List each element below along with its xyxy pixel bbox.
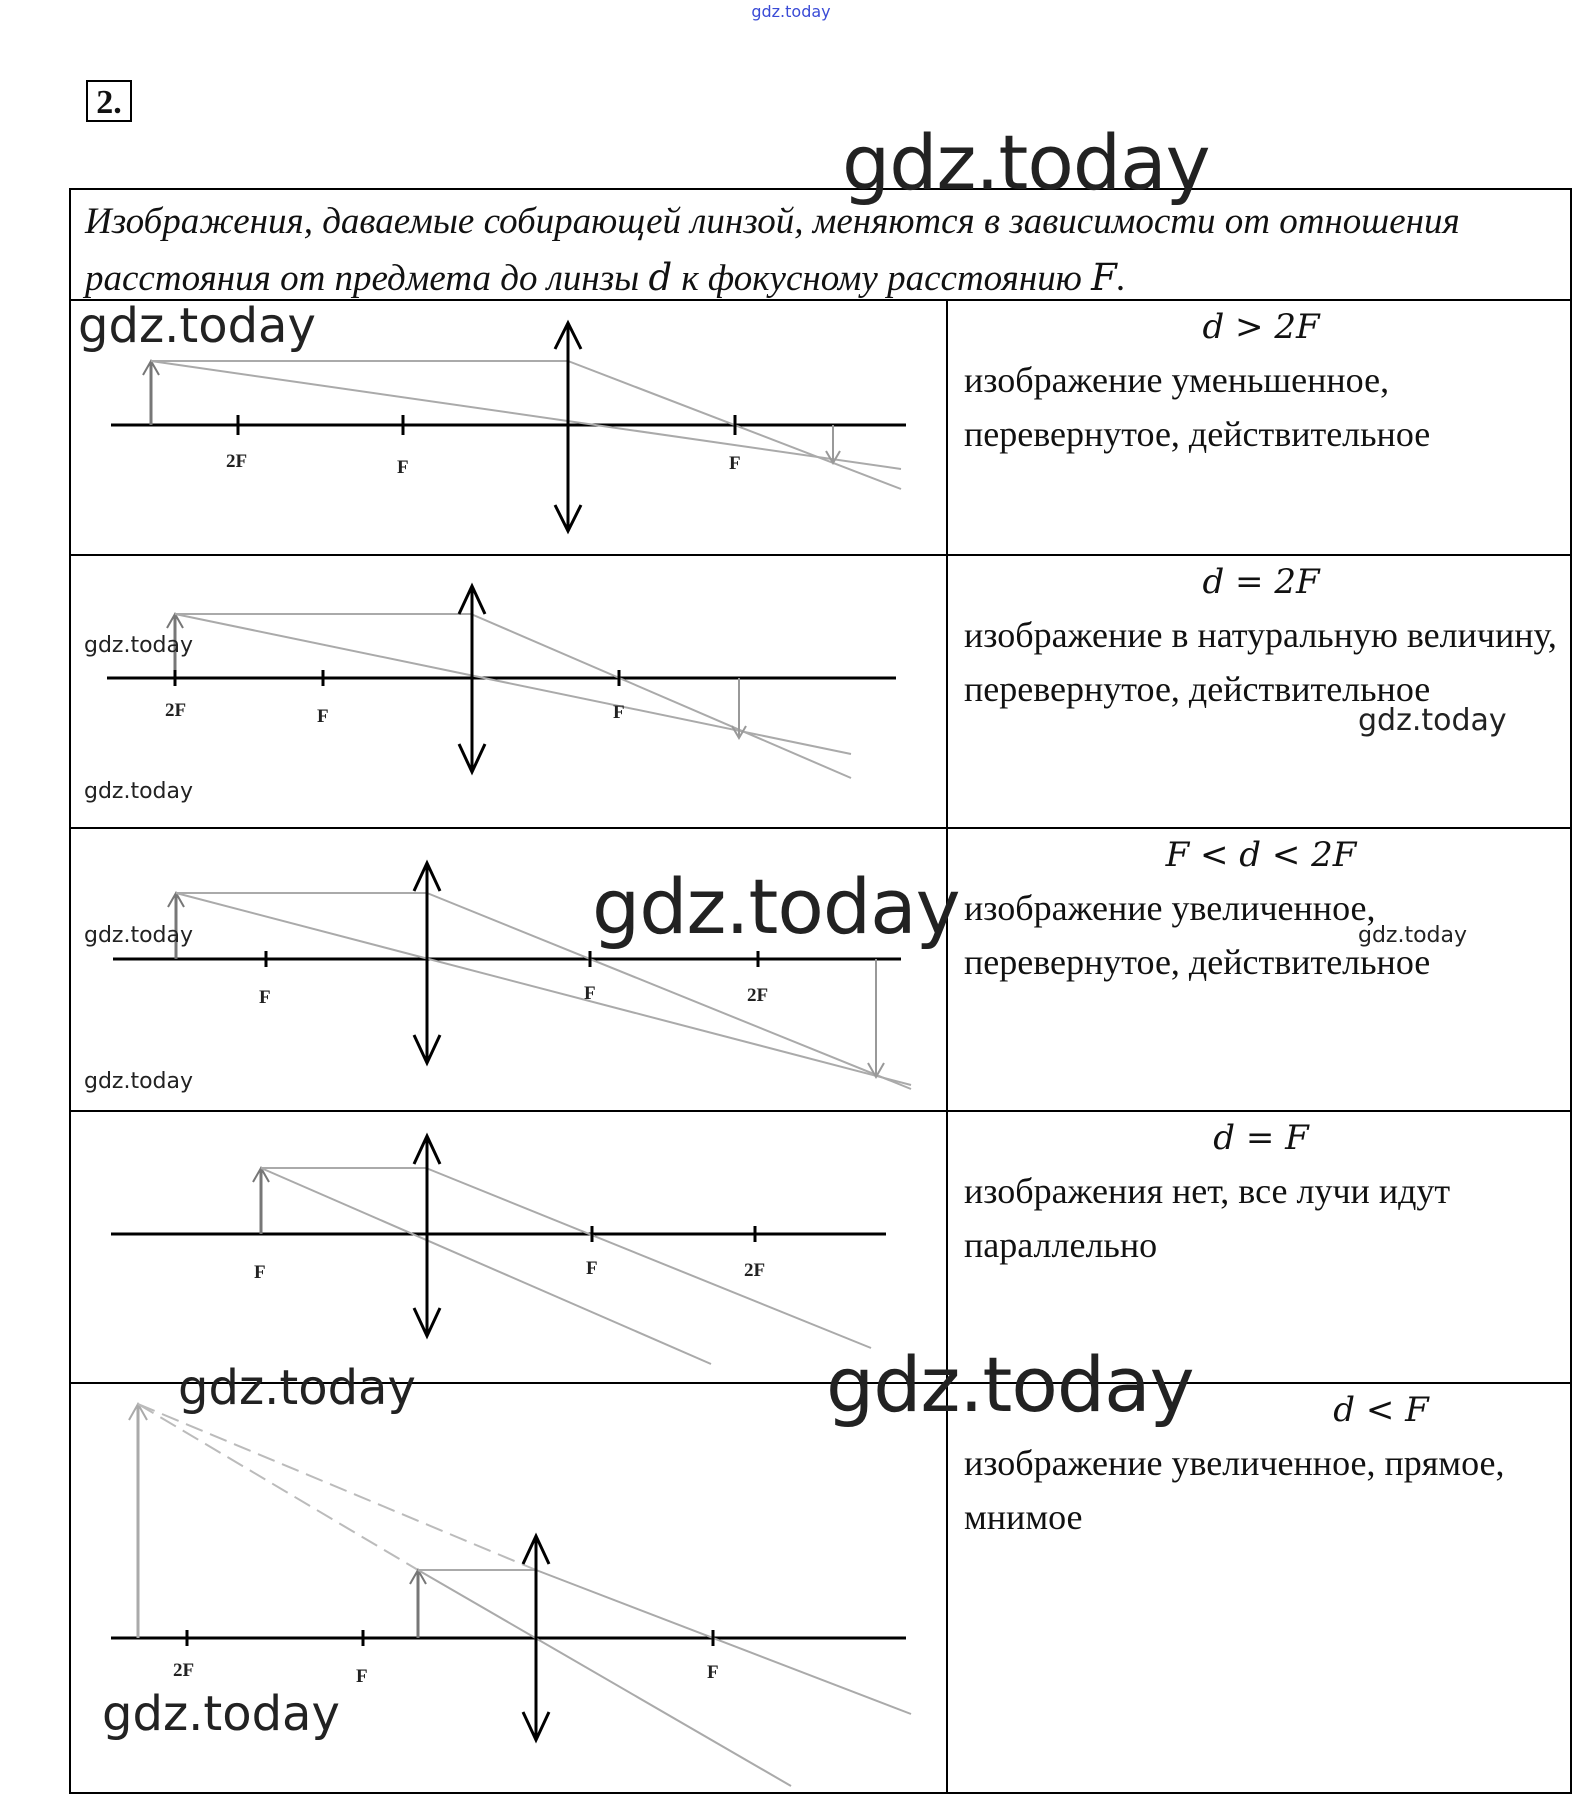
ray-refracted (536, 1570, 911, 1714)
intro-text (71, 190, 1570, 301)
label-0: 2F (165, 700, 187, 721)
watermark: gdz.today (826, 1340, 1194, 1429)
intro-line-2-end: . (1116, 258, 1127, 299)
watermark: gdz.today (842, 118, 1210, 207)
ray-extension-2 (138, 1404, 418, 1570)
description-text-3: изображение увеличенное, перевернутое, действительное (964, 888, 1431, 982)
label-1: F (586, 1258, 598, 1279)
label-1: F (317, 706, 329, 727)
watermark: gdz.today (1358, 923, 1468, 948)
ray-central (261, 1168, 711, 1364)
symbol-d: d (648, 256, 673, 299)
case-row-4 (71, 1112, 1570, 1384)
ray-central (151, 361, 901, 469)
watermark: gdz.today (84, 1069, 194, 1094)
label-2: F (707, 1662, 719, 1683)
case-row-2 (71, 556, 1570, 829)
label-0: 2F (173, 1660, 195, 1681)
label-2: F (729, 453, 741, 474)
ray-refracted (426, 1168, 871, 1348)
description-text-1: изображение уменьшенное, перевернутое, действительное (964, 360, 1431, 454)
ray-central (418, 1570, 791, 1786)
ray-diagram-svg-4 (71, 1112, 946, 1382)
ray-central (175, 614, 851, 754)
watermark: gdz.today (84, 633, 194, 658)
case-description-3 (948, 829, 1570, 1110)
condition-1: d > 2F (1202, 307, 1320, 347)
label-2: 2F (747, 985, 769, 1006)
label-0: F (254, 1262, 266, 1283)
watermark: gdz.today (78, 298, 316, 354)
label-2: 2F (744, 1260, 766, 1281)
ray-diagram-4 (71, 1112, 948, 1382)
case-description-5 (948, 1384, 1570, 1792)
label-0: F (259, 987, 271, 1008)
lens-table (69, 188, 1572, 1794)
task-number: 2. (86, 80, 132, 122)
top-watermark: gdz.today (751, 2, 831, 21)
ray-diagram-2 (71, 556, 948, 827)
watermark: gdz.today (102, 1686, 340, 1742)
watermark: gdz.today (1358, 703, 1507, 738)
label-0: 2F (226, 451, 248, 472)
label-1: F (397, 457, 409, 478)
description-text-4: изображения нет, все лучи идут параллельно (964, 1171, 1451, 1265)
ray-refracted (471, 614, 851, 778)
condition-2: d = 2F (1202, 562, 1320, 602)
case-description-1 (948, 301, 1570, 554)
case-description-2 (948, 556, 1570, 827)
watermark: gdz.today (84, 923, 194, 948)
description-text-5: изображение увеличенное, прямое, мнимое (964, 1443, 1505, 1537)
intro-line-2-mid: к фокусному расстоянию (672, 258, 1092, 299)
condition-5: d < F (1333, 1390, 1429, 1430)
symbol-F: F (1091, 256, 1117, 299)
label-2: F (613, 702, 625, 723)
ray-extension-1 (138, 1404, 536, 1570)
watermark: gdz.today (178, 1360, 416, 1416)
watermark: gdz.today (592, 862, 960, 951)
intro-line-1: Изображения, даваемые собирающей линзой, меняются в зависимости от отношения (85, 201, 1460, 242)
intro-line-2-start: расстояния от предмета до линзы (85, 258, 649, 299)
description-text-2: изображение в натуральную величину, перевернутое, действительное (964, 615, 1557, 709)
condition-4: d = F (1213, 1118, 1309, 1158)
watermark: gdz.today (84, 779, 194, 804)
label-1: F (356, 1666, 368, 1687)
ray-diagram-svg-2 (71, 556, 946, 827)
label-1: F (584, 983, 596, 1004)
condition-3: F < d < 2F (1165, 835, 1357, 875)
